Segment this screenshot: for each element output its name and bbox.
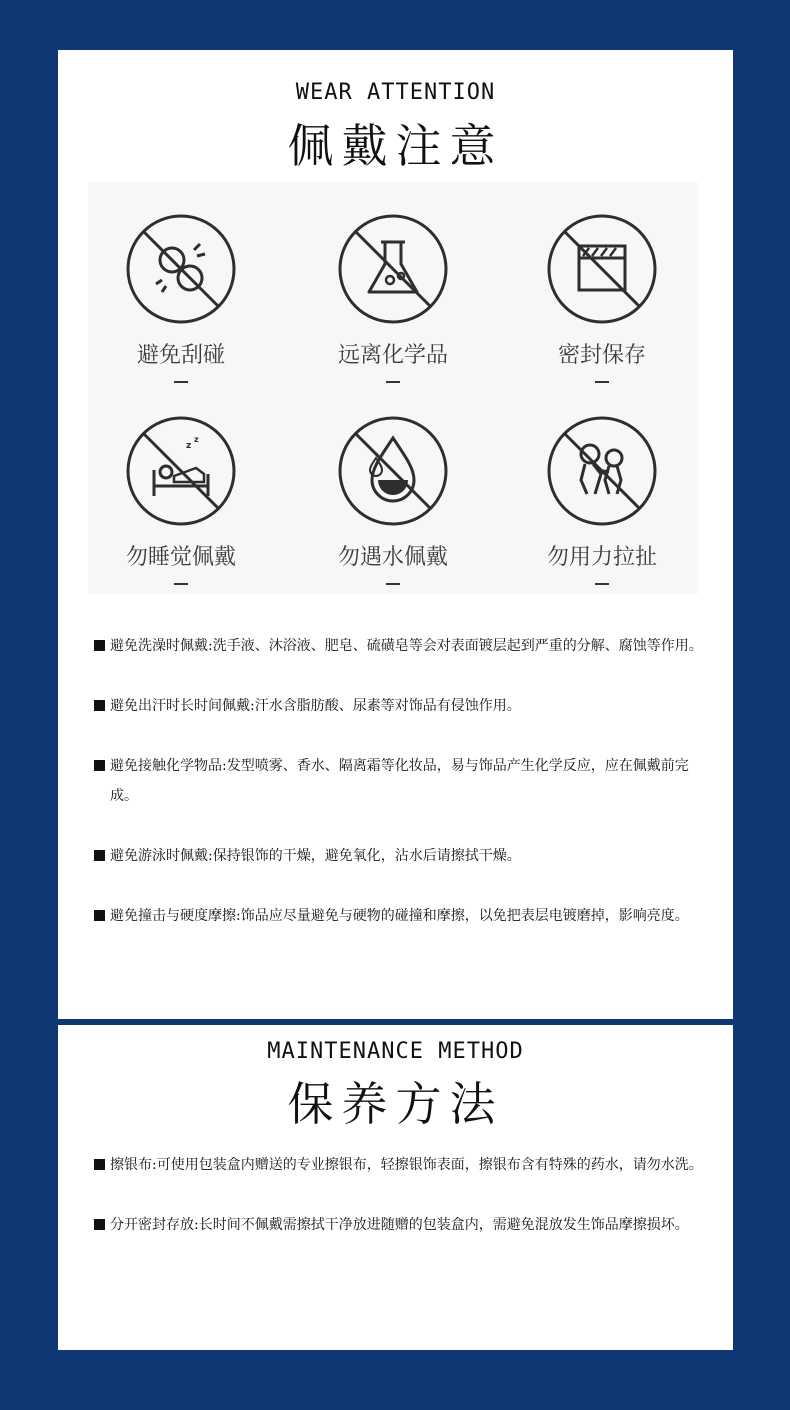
note-text: 避免出汗时长时间佩戴:汗水含脂肪酸、尿素等对饰品有侵蚀作用。 bbox=[110, 698, 521, 714]
maintenance-cn-title: 保养方法 bbox=[287, 1077, 504, 1131]
icon-item-no-chemicals bbox=[303, 212, 483, 383]
sealed-storage-icon bbox=[545, 212, 659, 326]
bullet-square bbox=[94, 700, 105, 711]
icon-divider bbox=[174, 583, 188, 585]
icon-item-sealed-storage bbox=[512, 212, 692, 383]
icon-label-no-scratch: 避免刮碰 bbox=[136, 343, 225, 368]
list-item bbox=[94, 841, 704, 871]
bullet-square bbox=[94, 760, 105, 771]
wear-attention-cn-title: 佩戴注意 bbox=[287, 119, 504, 173]
wear-attention-en-title: WEAR ATTENTION bbox=[295, 80, 496, 105]
list-item bbox=[94, 1210, 704, 1240]
icon-divider bbox=[595, 381, 609, 383]
note-text: 避免撞击与硬度摩擦:饰品应尽量避免与硬物的碰撞和摩擦，以免把表层电镀磨掉，影响亮度。 bbox=[110, 908, 689, 924]
no-scratch-icon bbox=[124, 212, 238, 326]
icon-label-sealed-storage: 密封保存 bbox=[557, 343, 646, 368]
note-text: 避免游泳时佩戴:保持银饰的干燥，避免氧化，沾水后请擦拭干燥。 bbox=[110, 848, 521, 864]
icon-item-no-pulling bbox=[512, 414, 692, 585]
list-item bbox=[94, 631, 704, 661]
note-text: 避免洗澡时佩戴:洗手液、沐浴液、肥皂、硫磺皂等会对表面镀层起到严重的分解、腐蚀等作用。 bbox=[110, 638, 703, 654]
list-item bbox=[94, 1150, 704, 1180]
list-item bbox=[94, 901, 704, 931]
note-text: 擦银布:可使用包装盒内赠送的专业擦银布，轻擦银饰表面，擦银布含有特殊的药水，请勿水洗。 bbox=[110, 1157, 703, 1173]
icon-label-no-water: 勿遇水佩戴 bbox=[337, 545, 448, 570]
icon-divider bbox=[174, 381, 188, 383]
no-pulling-icon bbox=[545, 414, 659, 528]
no-chemicals-icon bbox=[336, 212, 450, 326]
icon-item-no-sleep bbox=[91, 414, 271, 585]
icon-item-no-water bbox=[303, 414, 483, 585]
list-item bbox=[94, 691, 704, 721]
icon-divider bbox=[386, 381, 400, 383]
bullet-square bbox=[94, 850, 105, 861]
list-item bbox=[94, 751, 704, 811]
bullet-square bbox=[94, 640, 105, 651]
note-text: 避免接触化学物品:发型喷雾、香水、隔离霜等化妆品，易与饰品产生化学反应，应在佩戴前完成。 bbox=[110, 758, 689, 804]
icon-label-no-sleep: 勿睡觉佩戴 bbox=[125, 545, 236, 570]
no-water-icon bbox=[336, 414, 450, 528]
svg-text:z: z bbox=[194, 435, 199, 444]
care-icon-grid bbox=[88, 182, 698, 594]
icon-label-no-chemicals: 远离化学品 bbox=[337, 343, 448, 368]
icon-divider bbox=[595, 583, 609, 585]
wear-attention-card bbox=[58, 50, 733, 1019]
icon-item-no-scratch bbox=[91, 212, 271, 383]
bullet-square bbox=[94, 910, 105, 921]
svg-text:z: z bbox=[186, 441, 192, 451]
icon-label-no-pulling: 勿用力拉扯 bbox=[546, 545, 657, 570]
wear-notes-list bbox=[94, 631, 704, 961]
maintenance-en-title: MAINTENANCE METHOD bbox=[267, 1039, 524, 1064]
bullet-square bbox=[94, 1219, 105, 1230]
icon-divider bbox=[386, 583, 400, 585]
bullet-square bbox=[94, 1159, 105, 1170]
maintenance-method-card bbox=[58, 1025, 733, 1350]
note-text: 分开密封存放:长时间不佩戴需擦拭干净放进随赠的包装盒内，需避免混放发生饰品摩擦损坏。 bbox=[110, 1217, 689, 1233]
maintenance-notes-list bbox=[94, 1150, 704, 1270]
no-sleep-icon bbox=[124, 414, 238, 528]
